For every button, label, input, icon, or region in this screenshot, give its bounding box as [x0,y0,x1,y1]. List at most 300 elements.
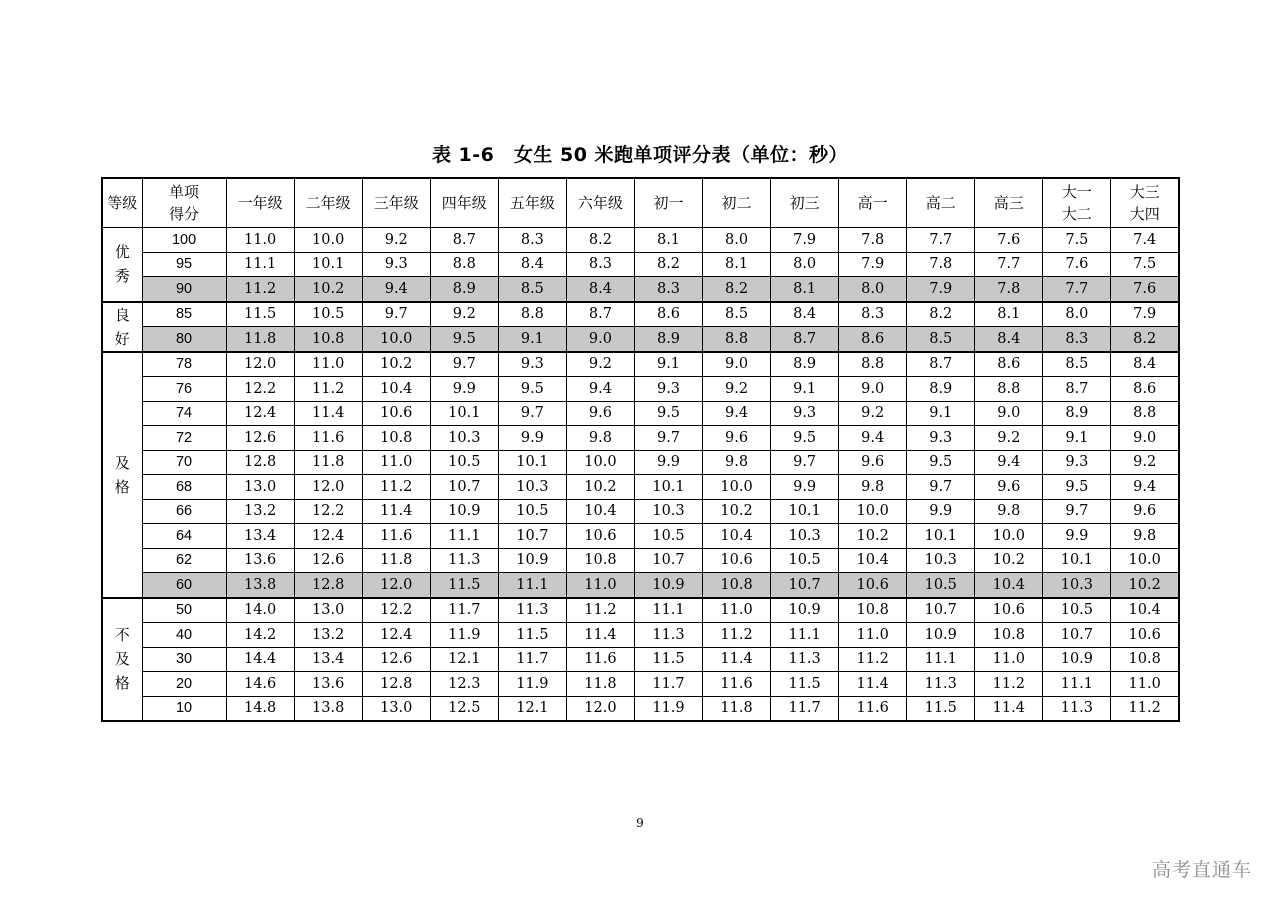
time-cell: 9.5 [498,377,566,402]
time-cell: 7.8 [907,252,975,277]
time-cell: 7.4 [1111,228,1179,253]
time-cell: 11.5 [498,623,566,648]
time-cell: 11.9 [430,623,498,648]
header-row [102,178,1179,228]
grade-cell [102,228,142,302]
time-cell: 11.7 [771,696,839,721]
time-cell: 9.1 [907,401,975,426]
time-cell: 7.7 [975,252,1043,277]
time-cell: 7.9 [1111,302,1179,327]
time-cell: 8.8 [1111,401,1179,426]
time-cell: 12.2 [294,499,362,524]
time-cell: 12.1 [498,696,566,721]
time-cell: 11.8 [703,696,771,721]
time-cell: 8.6 [634,302,702,327]
time-cell: 11.0 [1111,672,1179,697]
time-cell: 9.3 [771,401,839,426]
time-cell: 11.7 [634,672,702,697]
header-cell: 大三 大四 [1111,178,1179,228]
time-cell: 11.4 [839,672,907,697]
header-cell: 初二 [703,178,771,228]
time-cell: 10.4 [975,573,1043,598]
time-cell: 10.3 [634,499,702,524]
time-cell: 7.6 [1111,277,1179,302]
time-cell: 10.3 [1043,573,1111,598]
time-cell: 10.4 [703,524,771,549]
time-cell: 9.8 [703,450,771,475]
watermark: 高考直通车 [1151,859,1252,881]
time-cell: 10.3 [430,426,498,451]
time-cell: 11.3 [907,672,975,697]
time-cell: 9.6 [566,401,634,426]
points-cell: 50 [142,598,226,623]
time-cell: 9.9 [634,450,702,475]
time-cell: 10.3 [771,524,839,549]
time-cell: 9.7 [634,426,702,451]
time-cell: 9.7 [1043,499,1111,524]
time-cell: 9.9 [498,426,566,451]
time-cell: 9.6 [703,426,771,451]
time-cell: 11.1 [498,573,566,598]
table-row [102,672,1179,697]
time-cell: 10.0 [1111,548,1179,573]
time-cell: 11.2 [1111,696,1179,721]
time-cell: 10.5 [430,450,498,475]
time-cell: 10.0 [566,450,634,475]
time-cell: 8.7 [771,327,839,352]
time-cell: 10.8 [362,426,430,451]
time-cell: 13.0 [226,475,294,500]
time-cell: 7.9 [839,252,907,277]
time-cell: 10.2 [362,352,430,377]
points-cell: 74 [142,401,226,426]
points-cell: 100 [142,228,226,253]
time-cell: 8.2 [907,302,975,327]
header-cell: 单项 得分 [142,178,226,228]
header-cell: 三年级 [362,178,430,228]
time-cell: 12.6 [294,548,362,573]
time-cell: 9.4 [362,277,430,302]
points-cell: 76 [142,377,226,402]
time-cell: 8.4 [498,252,566,277]
points-cell: 90 [142,277,226,302]
points-cell: 62 [142,548,226,573]
grade-label: 不及格 [114,626,130,693]
table-row [102,623,1179,648]
time-cell: 8.9 [907,377,975,402]
time-cell: 8.3 [566,252,634,277]
time-cell: 12.6 [226,426,294,451]
time-cell: 8.0 [771,252,839,277]
time-cell: 13.2 [226,499,294,524]
time-cell: 13.4 [294,647,362,672]
time-cell: 10.1 [907,524,975,549]
time-cell: 10.8 [566,548,634,573]
time-cell: 9.9 [430,377,498,402]
time-cell: 14.2 [226,623,294,648]
time-cell: 11.9 [634,696,702,721]
time-cell: 10.0 [362,327,430,352]
points-cell: 20 [142,672,226,697]
time-cell: 13.8 [226,573,294,598]
time-cell: 14.6 [226,672,294,697]
time-cell: 12.8 [362,672,430,697]
time-cell: 12.6 [362,647,430,672]
time-cell: 10.5 [907,573,975,598]
time-cell: 9.4 [703,401,771,426]
time-cell: 9.4 [975,450,1043,475]
time-cell: 8.6 [839,327,907,352]
time-cell: 10.4 [362,377,430,402]
time-cell: 12.0 [294,475,362,500]
time-cell: 8.1 [703,252,771,277]
time-cell: 10.9 [430,499,498,524]
time-cell: 7.6 [1043,252,1111,277]
points-cell: 80 [142,327,226,352]
time-cell: 8.0 [839,277,907,302]
table-row [102,401,1179,426]
time-cell: 8.4 [975,327,1043,352]
time-cell: 7.7 [1043,277,1111,302]
time-cell: 10.6 [566,524,634,549]
time-cell: 9.2 [839,401,907,426]
time-cell: 10.6 [362,401,430,426]
time-cell: 7.8 [839,228,907,253]
time-cell: 10.0 [703,475,771,500]
time-cell: 11.1 [771,623,839,648]
time-cell: 10.9 [907,623,975,648]
time-cell: 7.9 [907,277,975,302]
time-cell: 9.5 [771,426,839,451]
points-cell: 95 [142,252,226,277]
time-cell: 11.0 [703,598,771,623]
time-cell: 9.8 [975,499,1043,524]
time-cell: 11.1 [1043,672,1111,697]
time-cell: 10.2 [1111,573,1179,598]
time-cell: 10.7 [498,524,566,549]
header-cell: 六年级 [566,178,634,228]
time-cell: 11.9 [498,672,566,697]
points-cell: 70 [142,450,226,475]
header-cell: 大一 大二 [1043,178,1111,228]
time-cell: 8.3 [498,228,566,253]
grade-label: 及格 [114,453,130,496]
time-cell: 8.5 [907,327,975,352]
header-cell: 初一 [634,178,702,228]
time-cell: 9.1 [498,327,566,352]
time-cell: 11.6 [839,696,907,721]
time-cell: 12.2 [362,598,430,623]
time-cell: 9.0 [703,352,771,377]
time-cell: 10.5 [294,302,362,327]
time-cell: 9.2 [566,352,634,377]
time-cell: 13.8 [294,696,362,721]
time-cell: 10.1 [771,499,839,524]
time-cell: 8.4 [1111,352,1179,377]
time-cell: 10.1 [294,252,362,277]
header-cell: 一年级 [226,178,294,228]
time-cell: 8.8 [975,377,1043,402]
time-cell: 8.5 [703,302,771,327]
header-cell: 初三 [771,178,839,228]
table-row [102,647,1179,672]
points-cell: 30 [142,647,226,672]
time-cell: 11.2 [294,377,362,402]
time-cell: 9.5 [430,327,498,352]
points-cell: 72 [142,426,226,451]
points-cell: 64 [142,524,226,549]
time-cell: 8.1 [771,277,839,302]
time-cell: 8.5 [1043,352,1111,377]
time-cell: 10.5 [634,524,702,549]
table-row [102,548,1179,573]
time-cell: 13.6 [294,672,362,697]
time-cell: 9.7 [362,302,430,327]
time-cell: 9.6 [1111,499,1179,524]
table-row [102,327,1179,352]
time-cell: 9.0 [975,401,1043,426]
header-cell: 四年级 [430,178,498,228]
table-row [102,352,1179,377]
time-cell: 9.4 [566,377,634,402]
points-cell: 10 [142,696,226,721]
grade-cell [102,302,142,352]
time-cell: 9.5 [634,401,702,426]
time-cell: 11.3 [771,647,839,672]
time-cell: 12.0 [566,696,634,721]
time-cell: 11.7 [498,647,566,672]
time-cell: 13.6 [226,548,294,573]
header-cell: 高三 [975,178,1043,228]
table-row [102,426,1179,451]
time-cell: 10.2 [975,548,1043,573]
time-cell: 8.4 [566,277,634,302]
page-number: 9 [636,816,644,830]
time-cell: 9.1 [634,352,702,377]
points-cell: 40 [142,623,226,648]
time-cell: 11.0 [362,450,430,475]
time-cell: 10.8 [703,573,771,598]
time-cell: 11.4 [362,499,430,524]
time-cell: 10.4 [839,548,907,573]
time-cell: 7.5 [1043,228,1111,253]
time-cell: 9.1 [1043,426,1111,451]
time-cell: 10.5 [498,499,566,524]
time-cell: 10.7 [1043,623,1111,648]
time-cell: 11.5 [430,573,498,598]
time-cell: 8.3 [839,302,907,327]
time-cell: 13.0 [294,598,362,623]
time-cell: 9.2 [703,377,771,402]
time-cell: 11.1 [907,647,975,672]
header-cell: 高一 [839,178,907,228]
time-cell: 8.5 [498,277,566,302]
time-cell: 11.5 [226,302,294,327]
time-cell: 9.0 [839,377,907,402]
time-cell: 10.4 [1111,598,1179,623]
header-cell: 五年级 [498,178,566,228]
time-cell: 11.1 [226,252,294,277]
time-cell: 8.2 [1111,327,1179,352]
table-header [102,178,1179,228]
time-cell: 10.5 [771,548,839,573]
time-cell: 11.2 [975,672,1043,697]
time-cell: 14.0 [226,598,294,623]
time-cell: 9.6 [975,475,1043,500]
time-cell: 9.9 [771,475,839,500]
time-cell: 11.1 [430,524,498,549]
time-cell: 11.4 [975,696,1043,721]
table-title: 表 1-6 女生 50 米跑单项评分表（单位：秒） [431,144,849,166]
time-cell: 9.7 [771,450,839,475]
time-cell: 12.4 [362,623,430,648]
time-cell: 11.7 [430,598,498,623]
table-row [102,302,1179,327]
time-cell: 9.5 [907,450,975,475]
time-cell: 9.5 [1043,475,1111,500]
time-cell: 11.4 [566,623,634,648]
time-cell: 10.1 [634,475,702,500]
time-cell: 12.8 [294,573,362,598]
time-cell: 11.3 [430,548,498,573]
time-cell: 9.7 [430,352,498,377]
time-cell: 8.8 [703,327,771,352]
time-cell: 9.3 [498,352,566,377]
time-cell: 12.5 [430,696,498,721]
points-cell: 60 [142,573,226,598]
time-cell: 10.5 [1043,598,1111,623]
time-cell: 10.9 [1043,647,1111,672]
time-cell: 14.8 [226,696,294,721]
header-cell: 等级 [102,178,142,228]
time-cell: 8.2 [566,228,634,253]
time-cell: 9.8 [839,475,907,500]
time-cell: 12.4 [226,401,294,426]
time-cell: 11.2 [226,277,294,302]
time-cell: 11.4 [294,401,362,426]
time-cell: 14.4 [226,647,294,672]
time-cell: 9.4 [1111,475,1179,500]
time-cell: 10.8 [294,327,362,352]
table-body [102,228,1179,722]
time-cell: 9.3 [362,252,430,277]
time-cell: 11.8 [226,327,294,352]
time-cell: 8.8 [430,252,498,277]
time-cell: 11.3 [1043,696,1111,721]
time-cell: 8.0 [1043,302,1111,327]
time-cell: 12.4 [294,524,362,549]
time-cell: 10.8 [975,623,1043,648]
points-cell: 85 [142,302,226,327]
time-cell: 13.4 [226,524,294,549]
time-cell: 8.4 [771,302,839,327]
time-cell: 9.9 [907,499,975,524]
table-row [102,499,1179,524]
time-cell: 8.3 [1043,327,1111,352]
time-cell: 9.2 [362,228,430,253]
time-cell: 11.0 [294,352,362,377]
time-cell: 11.4 [703,647,771,672]
time-cell: 10.7 [634,548,702,573]
time-cell: 9.0 [1111,426,1179,451]
time-cell: 12.0 [362,573,430,598]
time-cell: 10.0 [839,499,907,524]
time-cell: 9.1 [771,377,839,402]
time-cell: 11.5 [907,696,975,721]
time-cell: 7.8 [975,277,1043,302]
points-cell: 68 [142,475,226,500]
time-cell: 10.1 [498,450,566,475]
time-cell: 8.7 [1043,377,1111,402]
time-cell: 8.8 [498,302,566,327]
time-cell: 11.5 [634,647,702,672]
time-cell: 10.0 [975,524,1043,549]
time-cell: 9.7 [907,475,975,500]
table-row [102,696,1179,721]
grade-label: 良好 [114,305,130,348]
table-row [102,277,1179,302]
time-cell: 10.2 [566,475,634,500]
time-cell: 8.9 [1043,401,1111,426]
table-row [102,475,1179,500]
points-cell: 78 [142,352,226,377]
time-cell: 8.1 [634,228,702,253]
time-cell: 8.8 [839,352,907,377]
time-cell: 10.7 [430,475,498,500]
time-cell: 11.8 [294,450,362,475]
time-cell: 9.4 [839,426,907,451]
time-cell: 8.7 [566,302,634,327]
time-cell: 9.7 [498,401,566,426]
time-cell: 11.0 [975,647,1043,672]
time-cell: 8.2 [703,277,771,302]
time-cell: 10.0 [294,228,362,253]
time-cell: 8.3 [634,277,702,302]
points-cell: 66 [142,499,226,524]
time-cell: 11.6 [294,426,362,451]
time-cell: 8.6 [975,352,1043,377]
time-cell: 7.6 [975,228,1043,253]
time-cell: 11.1 [634,598,702,623]
time-cell: 10.6 [975,598,1043,623]
time-cell: 11.2 [703,623,771,648]
time-cell: 10.6 [703,548,771,573]
time-cell: 11.3 [498,598,566,623]
time-cell: 7.5 [1111,252,1179,277]
time-cell: 8.6 [1111,377,1179,402]
time-cell: 11.0 [839,623,907,648]
time-cell: 10.3 [907,548,975,573]
time-cell: 10.1 [430,401,498,426]
time-cell: 10.2 [839,524,907,549]
time-cell: 10.9 [634,573,702,598]
table-row [102,252,1179,277]
time-cell: 9.3 [634,377,702,402]
time-cell: 7.9 [771,228,839,253]
time-cell: 10.3 [498,475,566,500]
time-cell: 10.6 [839,573,907,598]
time-cell: 12.3 [430,672,498,697]
time-cell: 10.8 [839,598,907,623]
table-row [102,228,1179,253]
time-cell: 8.0 [703,228,771,253]
time-cell: 9.0 [566,327,634,352]
time-cell: 10.7 [907,598,975,623]
time-cell: 11.3 [634,623,702,648]
time-cell: 11.8 [566,672,634,697]
time-cell: 9.8 [1111,524,1179,549]
time-cell: 11.6 [362,524,430,549]
